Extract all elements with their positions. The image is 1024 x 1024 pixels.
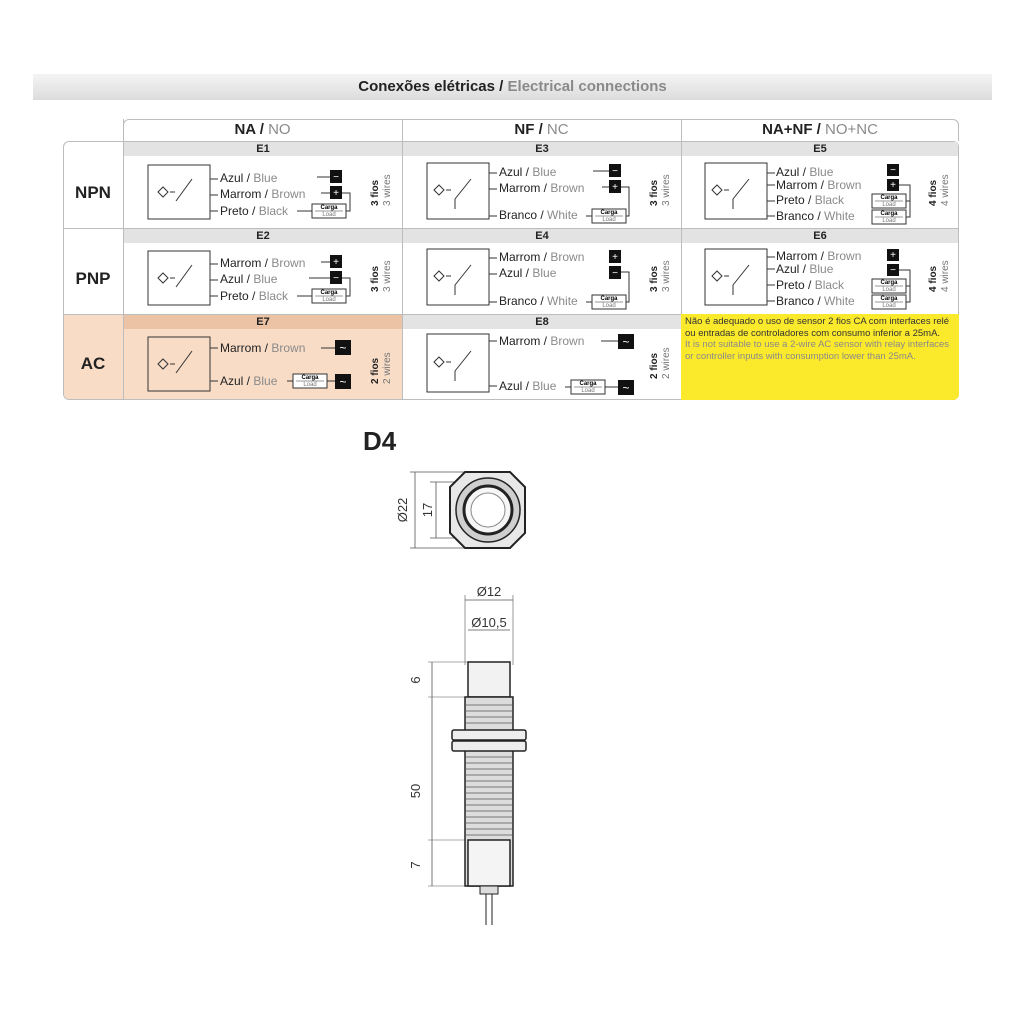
title-pt: Conexões elétricas [358, 78, 495, 95]
row-header-pnp: PNP [75, 269, 111, 288]
dim-body-dia: Ø12 [476, 584, 502, 599]
e4-wire-brown: Marrom / Brown [499, 250, 585, 264]
svg-text:+: + [333, 257, 339, 268]
load-label-en: Load [581, 388, 595, 394]
row-header-ac: AC [80, 354, 106, 373]
e8-count-en: 2 wires [661, 347, 672, 379]
e8-wire-brown: Marrom / Brown [499, 334, 585, 348]
column-header-no: NA / NO [234, 121, 291, 138]
load-label: Carga [880, 211, 898, 217]
load-label: Carga [320, 205, 338, 211]
svg-text:−: − [612, 268, 618, 279]
e3-count-en: 3 wires [661, 174, 672, 206]
dim-hex-flat: 17 [420, 502, 435, 518]
diagram-e8 [427, 334, 672, 395]
e4-wire-blue: Azul / Blue [499, 266, 557, 280]
load-label: Carga [600, 210, 618, 216]
load-label: Carga [880, 280, 898, 286]
svg-text:−: − [333, 273, 339, 284]
load-label-en: Load [322, 212, 336, 218]
e7-count-en: 2 wires [382, 352, 393, 384]
mechanical-drawing [370, 455, 570, 935]
load-label-en: Load [322, 297, 336, 303]
svg-text:~: ~ [622, 381, 630, 395]
note-pt: Não é adequado o uso de sensor 2 fios CA com interfaces relé ou entradas de controladores com consumo inferior a 25mA. [685, 316, 950, 339]
e5-count-en: 4 wires [940, 174, 951, 206]
svg-text:+: + [890, 180, 896, 191]
dim-len-tail: 7 [408, 861, 423, 869]
e4-wire-white: Branco / White [499, 294, 578, 308]
load-label-en: Load [882, 202, 896, 208]
e3-wire-blue: Azul / Blue [499, 165, 557, 179]
svg-text:~: ~ [339, 341, 347, 355]
svg-text:+: + [612, 182, 618, 193]
load-label: Carga [579, 381, 597, 387]
e7-wire-brown: Marrom / Brown [220, 341, 306, 355]
column-header-no-nc: NA+NF / NO+NC [762, 121, 878, 138]
svg-text:−: − [890, 165, 896, 176]
e4-count-pt: 3 fios [649, 265, 660, 292]
col-nc-pt: NF [514, 121, 535, 138]
note-en: It is not suitable to use a 2-wire AC sensor with relay interfaces or controller inputs with consumption lower than 25mA. [685, 339, 950, 362]
diagram-e4 [427, 249, 672, 309]
e5-wire-black: Preto / Black [776, 193, 845, 207]
svg-text:−: − [612, 166, 618, 177]
code-e1: E1 [124, 142, 402, 156]
e6-count-pt: 4 fios [928, 265, 939, 292]
load-label: Carga [880, 195, 898, 201]
load-label-en: Load [882, 303, 896, 309]
connection-table [63, 119, 959, 400]
row-header-npn: NPN [75, 183, 111, 202]
svg-text:+: + [890, 250, 896, 261]
e3-wire-brown: Marrom / Brown [499, 181, 585, 195]
e2-wire-black: Preto / Black [220, 289, 289, 303]
code-e6: E6 [682, 229, 958, 243]
col-nonc-en: NO+NC [825, 121, 878, 138]
diagram-e3 [427, 163, 672, 223]
code-e8: E8 [403, 315, 681, 329]
code-e7: E7 [124, 315, 402, 329]
e8-count-pt: 2 fios [649, 352, 660, 379]
diagram-e6 [705, 249, 951, 309]
svg-text:−: − [333, 172, 339, 183]
code-e3: E3 [403, 142, 681, 156]
load-label: Carga [320, 290, 338, 296]
title-separator: / [495, 78, 508, 95]
wiring-diagrams [63, 119, 959, 400]
e4-count-en: 3 wires [661, 260, 672, 292]
e2-wire-blue: Azul / Blue [220, 272, 278, 286]
svg-text:~: ~ [339, 375, 347, 389]
svg-text:−: − [890, 265, 896, 276]
e2-wire-brown: Marrom / Brown [220, 256, 306, 270]
col-nc-en: NC [546, 121, 569, 138]
diagram-e1 [148, 165, 393, 219]
e6-count-en: 4 wires [940, 260, 951, 292]
svg-text:~: ~ [622, 335, 630, 349]
load-label-en: Load [602, 303, 616, 309]
load-label-en: Load [882, 287, 896, 293]
title-en: Electrical connections [507, 78, 667, 95]
e1-count-pt: 3 fios [370, 179, 381, 206]
e5-wire-white: Branco / White [776, 209, 855, 223]
svg-text:+: + [333, 188, 339, 199]
code-e5: E5 [682, 142, 958, 156]
diagram-e2 [148, 251, 393, 305]
col-no-pt: NA [234, 121, 256, 138]
col-nonc-pt: NA+NF [762, 121, 813, 138]
e6-wire-blue: Azul / Blue [776, 262, 834, 276]
code-e4: E4 [403, 229, 681, 243]
e8-wire-blue: Azul / Blue [499, 379, 557, 393]
load-label-en: Load [882, 218, 896, 224]
e6-wire-white: Branco / White [776, 294, 855, 308]
e2-count-en: 3 wires [382, 260, 393, 292]
load-label: Carga [880, 296, 898, 302]
col-no-en: NO [268, 121, 291, 138]
e1-wire-brown: Marrom / Brown [220, 187, 306, 201]
dim-face-dia: Ø10,5 [471, 615, 507, 630]
e5-wire-blue: Azul / Blue [776, 165, 834, 179]
e6-wire-brown: Marrom / Brown [776, 249, 862, 263]
e3-wire-white: Branco / White [499, 208, 578, 222]
load-label-en: Load [602, 217, 616, 223]
e1-count-en: 3 wires [382, 174, 393, 206]
load-label-en: Load [303, 382, 317, 388]
e5-wire-brown: Marrom / Brown [776, 178, 862, 192]
column-header-nc: NF / NC [514, 121, 569, 138]
e2-count-pt: 3 fios [370, 265, 381, 292]
e3-count-pt: 3 fios [649, 179, 660, 206]
code-e2: E2 [124, 229, 402, 243]
load-label: Carga [301, 375, 319, 381]
svg-text:+: + [612, 252, 618, 263]
e7-count-pt: 2 fios [370, 357, 381, 384]
e1-wire-black: Preto / Black [220, 204, 289, 218]
e7-wire-blue: Azul / Blue [220, 374, 278, 388]
load-label: Carga [600, 296, 618, 302]
dim-len-head: 6 [408, 676, 423, 684]
diagram-e7 [148, 337, 393, 391]
side-view [408, 584, 526, 925]
e6-wire-black: Preto / Black [776, 278, 845, 292]
e5-count-pt: 4 fios [928, 179, 939, 206]
dim-len-thread: 50 [408, 783, 423, 799]
section-title [33, 74, 992, 100]
top-view [395, 472, 525, 548]
model-label: D4 [363, 426, 397, 456]
diagram-e5 [705, 163, 951, 224]
e1-wire-blue: Azul / Blue [220, 171, 278, 185]
dim-hex-outer: Ø22 [395, 497, 410, 523]
